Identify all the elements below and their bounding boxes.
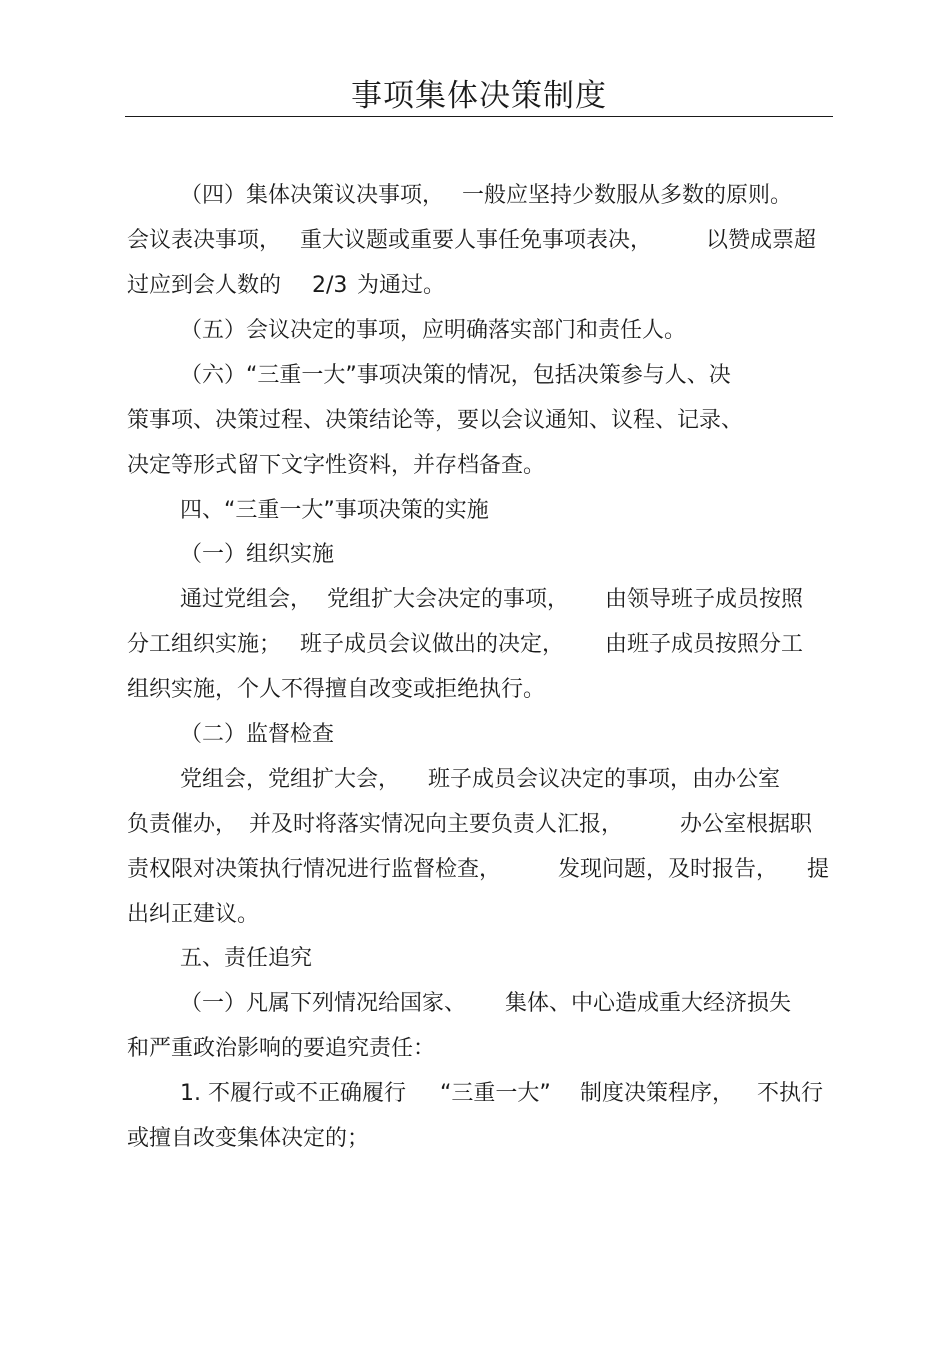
text-run: 由班子成员按照分工 <box>605 632 804 657</box>
text-run: 分工组织实施； <box>127 632 282 657</box>
text-run: 党组扩大会决定的事项， <box>327 587 570 612</box>
text-run: 策事项、决策过程、决策结论等，要以会议通知、议程、记录、 <box>127 408 744 433</box>
text-run: 和严重政治影响的要追究责任： <box>127 1036 436 1061</box>
text-run: 出纠正建议。 <box>127 902 260 927</box>
text-run: （六）“三重一大”事项决策的情况，包括决策参与人、决 <box>180 363 731 388</box>
text-run: 通过党组会， <box>180 587 313 612</box>
text-run: 2/3 <box>312 273 348 298</box>
text-run: 由领导班子成员按照 <box>605 587 804 612</box>
text-run: 党组会，党组扩大会， <box>180 767 401 792</box>
text-run: 班子成员会议决定的事项，由办公室 <box>428 767 781 792</box>
text-run: “三重一大” <box>440 1081 551 1106</box>
text-run: 责权限对决策执行情况进行监督检查， <box>127 857 502 882</box>
text-run: 提 <box>807 857 830 882</box>
text-run: 会议表决事项， <box>127 228 282 253</box>
text-run: （二）监督检查 <box>180 722 335 747</box>
text-run: 发现问题，及时报告， <box>558 857 779 882</box>
text-run: 制度决策程序， <box>580 1081 735 1106</box>
text-run: 四、“三重一大”事项决策的实施 <box>180 498 489 523</box>
text-run: 决定等形式留下文字性资料，并存档备查。 <box>127 453 546 478</box>
text-run: （一）凡属下列情况给国家、 <box>180 991 467 1016</box>
text-run: 五、责任追究 <box>180 946 313 971</box>
text-run: 办公室根据职 <box>680 812 813 837</box>
text-run: 不执行 <box>757 1081 824 1106</box>
text-run: 一般应坚持少数服从多数的原则。 <box>462 183 793 208</box>
text-run: 过应到会人数的 <box>127 273 282 298</box>
text-run: 1. 不履行或不正确履行 <box>180 1081 406 1106</box>
text-run: 集体、中心造成重大经济损失 <box>505 991 792 1016</box>
text-run: 负责催办， <box>127 812 238 837</box>
text-run: （一）组织实施 <box>180 542 335 567</box>
text-run: 并及时将落实情况向主要负责人汇报， <box>249 812 624 837</box>
text-run: 以赞成票超 <box>706 228 817 253</box>
text-run: 或擅自改变集体决定的； <box>127 1126 370 1151</box>
text-run: （四）集体决策议决事项， <box>180 183 445 208</box>
page-title: 事项集体决策制度 <box>351 78 607 114</box>
text-run: 组织实施，个人不得擅自改变或拒绝执行。 <box>127 677 546 702</box>
text-run: 为通过。 <box>357 273 446 298</box>
text-run: （五）会议决定的事项，应明确落实部门和责任人。 <box>180 318 687 343</box>
text-run: 重大议题或重要人事任免事项表决， <box>300 228 653 253</box>
title-underline <box>125 116 833 117</box>
text-run: 班子成员会议做出的决定， <box>300 632 565 657</box>
